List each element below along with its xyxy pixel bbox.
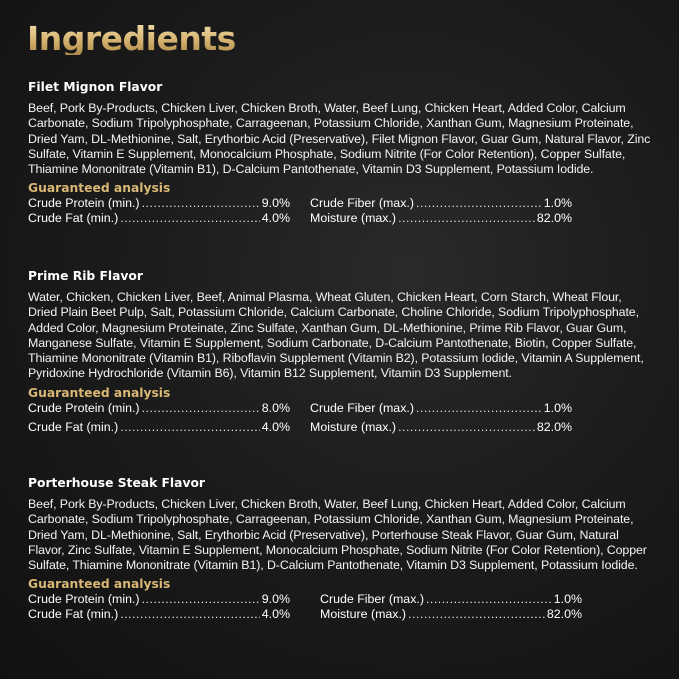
leader-dots: [120, 607, 260, 622]
leader-dots: [142, 401, 260, 416]
analysis-row-crude-fat: [28, 211, 290, 226]
analysis-name: Crude Protein (min.): [28, 196, 140, 211]
analysis-row-moisture: [310, 211, 572, 226]
analysis-value: 82.0%: [536, 211, 572, 226]
analysis-name: Moisture (max.): [310, 211, 397, 226]
guaranteed-analysis-label: Guaranteed analysis: [28, 385, 171, 400]
page-title: Ingredients: [27, 19, 236, 58]
guaranteed-analysis-table: [28, 401, 652, 435]
analysis-name: Crude Fiber (max.): [310, 196, 414, 211]
flavor-heading: Prime Rib Flavor: [28, 269, 143, 283]
leader-dots: [426, 592, 552, 607]
analysis-row-crude-fiber: [320, 592, 582, 607]
analysis-row-crude-fiber: [310, 401, 572, 416]
analysis-row-crude-fiber: [310, 196, 572, 211]
analysis-name: Crude Protein (min.): [28, 592, 140, 607]
analysis-value: 4.0%: [261, 211, 290, 226]
analysis-name: Moisture (max.): [310, 419, 397, 434]
analysis-name: Crude Fiber (max.): [310, 400, 414, 415]
leader-dots: [416, 196, 542, 211]
analysis-name: Crude Fat (min.): [28, 211, 119, 226]
guaranteed-analysis-label: Guaranteed analysis: [28, 181, 171, 196]
guaranteed-analysis-table: [28, 592, 652, 622]
ingredient-list: Water, Chicken, Chicken Liver, Beef, Animal Plasma, Wheat Gluten, Chicken Heart, Corn Starch, Wheat Flour, Dried Plain Beet Pulp, Salt, Potassium Chloride, Calcium Carbonate, Choline Chloride, Sodium Tripolyphosphate, Added Color, Magnesium Proteinate, Zinc Sulfate, Xanthan Gum, DL-Methionine, Prime Rib Flavor, Guar Gum, Manganese Sulfate, Vitamin E Supplement, Sodium Carbonate, D-Calcium Pantothenate, Biotin, Copper Sulfate, Thiamine Mononitrate (Vitamin B1), Riboflavin Supplement (Vitamin B2), Potassium Iodide, Vitamin A Supplement, Pyridoxine Hydrochloride (Vitamin B6), Vitamin B12 Supplement, Vitamin D3 Supplement.: [28, 290, 644, 381]
flavor-section-prime-rib: [28, 268, 652, 435]
flavor-heading: Filet Mignon Flavor: [28, 80, 163, 94]
leader-dots: [398, 211, 535, 226]
leader-dots: [142, 196, 260, 211]
leader-dots: [408, 607, 545, 622]
flavor-heading: Porterhouse Steak Flavor: [28, 476, 205, 490]
analysis-row-crude-fat: [28, 607, 290, 622]
ingredient-list: Beef, Pork By-Products, Chicken Liver, Chicken Broth, Water, Beef Lung, Chicken Heart, Added Color, Calcium Carbonate, Sodium Tripolyphosphate, Carrageenan, Potassium Chloride, Xanthan Gum, Magnesium Proteinate, Dried Yam, DL-Methionine, Salt, Erythorbic Acid (Preservative), Porterhouse Steak Flavor, Guar Gum, Natural Flavor, Zinc Sulfate, Vitamin E Supplement, Monocalcium Phosphate, Sodium Nitrite (For Color Retention), Copper Sulfate, Thiamine Mononitrate (Vitamin B1), D-Calcium Pantothenate, Vitamin D3 Supplement, Potassium Iodide.: [28, 497, 647, 573]
analysis-value: 82.0%: [536, 419, 572, 434]
analysis-name: Crude Fiber (max.): [320, 592, 424, 607]
analysis-value: 1.0%: [553, 592, 582, 607]
analysis-name: Crude Protein (min.): [28, 400, 140, 415]
guaranteed-analysis-table: [28, 196, 652, 226]
ingredient-list: Beef, Pork By-Products, Chicken Liver, Chicken Broth, Water, Beef Lung, Chicken Heart, Added Color, Calcium Carbonate, Sodium Tripolyphosphate, Carrageenan, Potassium Chloride, Xanthan Gum, Magnesium Proteinate, Dried Yam, DL-Methionine, Salt, Erythorbic Acid (Preservative), Filet Mignon Flavor, Guar Gum, Natural Flavor, Zinc Sulfate, Vitamin E Supplement, Monocalcium Phosphate, Sodium Nitrite (For Color Retention), Copper Sulfate, Thiamine Mononitrate (Vitamin B1), D-Calcium Pantothenate, Vitamin D3 Supplement, Potassium Iodide.: [28, 101, 651, 177]
analysis-name: Crude Fat (min.): [28, 607, 119, 622]
guaranteed-analysis-label: Guaranteed analysis: [28, 577, 171, 592]
analysis-row-crude-fat: [28, 420, 290, 435]
flavor-section-porterhouse-steak: [28, 475, 652, 622]
analysis-value: 4.0%: [261, 419, 290, 434]
analysis-row-moisture: [320, 607, 582, 622]
analysis-name: Crude Fat (min.): [28, 419, 119, 434]
analysis-value: 1.0%: [543, 196, 572, 211]
leader-dots: [120, 420, 260, 435]
analysis-row-crude-protein: [28, 592, 290, 607]
leader-dots: [398, 420, 535, 435]
leader-dots: [142, 592, 260, 607]
analysis-value: 9.0%: [261, 592, 290, 607]
leader-dots: [120, 211, 260, 226]
analysis-row-crude-protein: [28, 196, 290, 211]
analysis-name: Moisture (max.): [320, 607, 407, 622]
analysis-row-crude-protein: [28, 401, 290, 416]
leader-dots: [416, 401, 542, 416]
analysis-value: 8.0%: [261, 400, 290, 415]
analysis-value: 1.0%: [543, 400, 572, 415]
analysis-value: 82.0%: [546, 607, 582, 622]
analysis-value: 4.0%: [261, 607, 290, 622]
analysis-value: 9.0%: [261, 196, 290, 211]
analysis-row-moisture: [310, 420, 572, 435]
flavor-section-filet-mignon: [28, 79, 652, 226]
